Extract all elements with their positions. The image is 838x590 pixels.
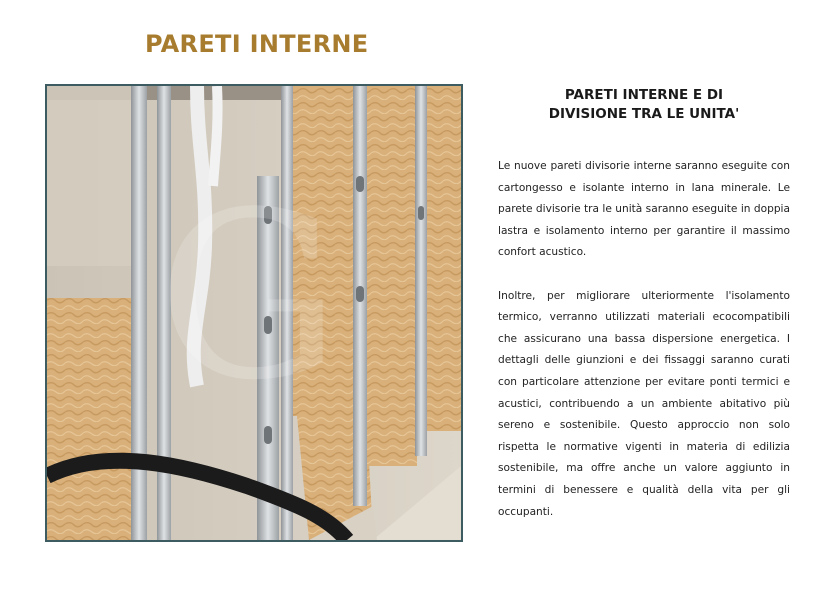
section-title-line2: DIVISIONE TRA LE UNITA' bbox=[548, 106, 740, 122]
paragraph: Inoltre, per migliorare ulteriormente l'isolamento termico, verranno utilizzati materiali ecocompatibili che assicurano una bassa dispersione energetica. I dettagli delle giunzioni e dei fissaggi saranno curati con particolare attenzione per evitare ponti termici e acustici, contribuendo a un ambiente abitativo più sereno e sostenibile. Questo approccio non solo rispetta le normative vigenti in materia di edilizia sostenibile, ma offre anche un valore aggiunto in termini di benessere e qualità della vita per gli occupanti. bbox=[498, 289, 790, 518]
watermark-logo: G bbox=[157, 164, 341, 431]
insulation-panel bbox=[425, 86, 461, 431]
paragraph: Le nuove pareti divisorie interne saranno eseguite con cartongesso e isolante interno in lana minerale. Le parete divisorie tra le unità saranno eseguite in doppia lastra e isolamento interno per garantire il massimo confort acustico. bbox=[498, 160, 790, 259]
section-title bbox=[500, 86, 788, 124]
description-text bbox=[498, 156, 790, 545]
page-title: PARETI INTERNE bbox=[145, 30, 369, 58]
construction-photo bbox=[45, 84, 463, 542]
steel-stud bbox=[415, 86, 427, 456]
section-title-line1: PARETI INTERNE E DI bbox=[564, 87, 724, 103]
insulation-panel bbox=[365, 86, 417, 466]
steel-stud bbox=[131, 86, 147, 540]
